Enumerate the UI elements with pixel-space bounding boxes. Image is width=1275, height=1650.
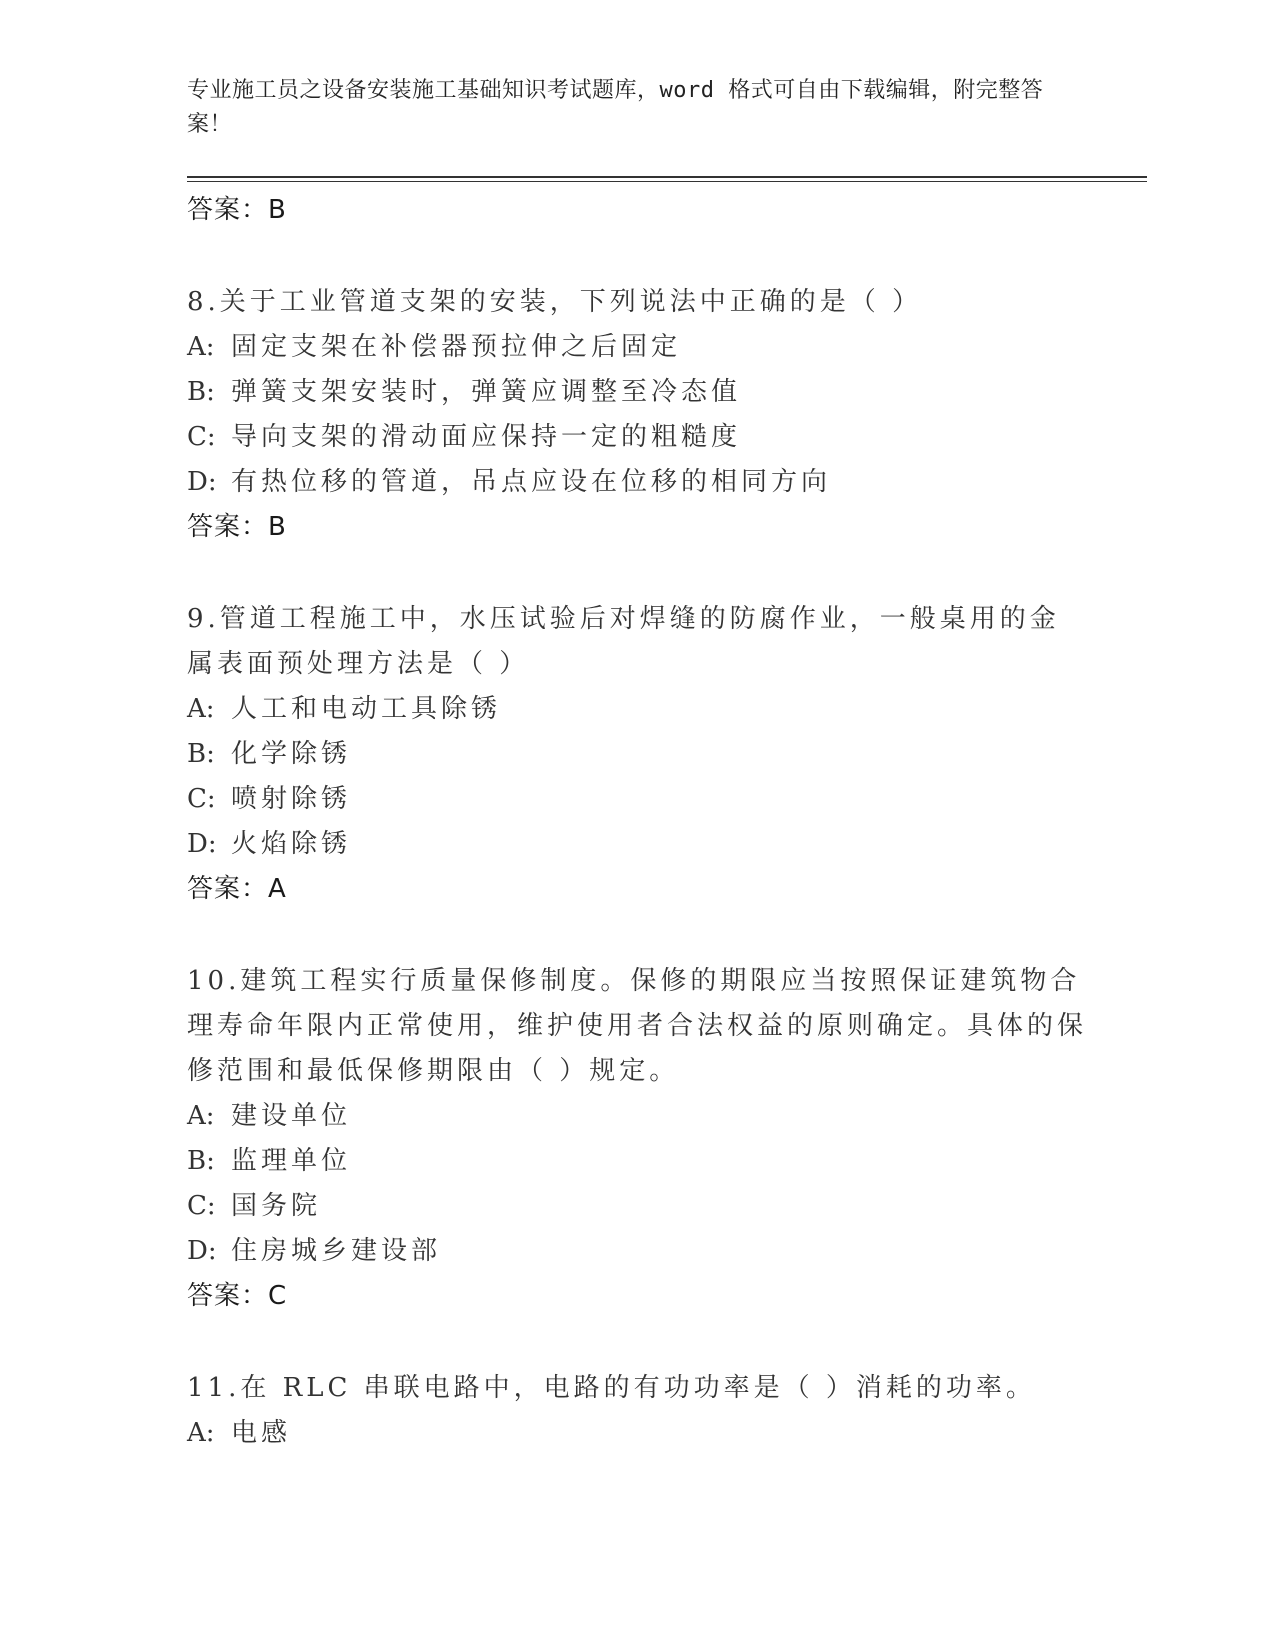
document-header: 专业施工员之设备安装施工基础知识考试题库，word 格式可自由下载编辑，附完整答案！ [187,78,1044,137]
question-block [187,1366,1087,1456]
question-stem: 9.管道工程施工中，水压试验后对焊缝的防腐作业，一般桌用的金属表面预处理方法是（ ） [187,604,1060,679]
option-b [187,370,1087,415]
option-a [187,325,1087,370]
option-letter: D: [187,829,217,859]
option-text: 建设单位 [231,1101,352,1131]
answer-line: 答案：B [187,512,287,542]
option-letter: C: [187,1191,216,1221]
option-text: 导向支架的滑动面应保持一定的粗糙度 [231,422,742,452]
option-text: 国务院 [231,1191,322,1221]
option-c [187,777,1087,822]
option-letter: B: [187,377,215,407]
header-divider-thick [187,176,1147,178]
option-b [187,1139,1087,1184]
option-text: 监理单位 [231,1146,352,1176]
option-b [187,732,1087,777]
answer-line: 答案：C [187,1281,288,1311]
option-text: 喷射除锈 [231,784,352,814]
option-text: 固定支架在补偿器预拉伸之后固定 [231,332,682,362]
option-a [187,687,1087,732]
option-letter: A: [187,1101,215,1131]
option-letter: B: [187,1146,215,1176]
option-letter: A: [187,332,215,362]
option-text: 人工和电动工具除锈 [231,694,502,724]
option-letter: C: [187,784,216,814]
option-letter: A: [187,694,215,724]
option-text: 火焰除锈 [231,829,352,859]
option-a [187,1411,1087,1456]
option-letter: D: [187,467,217,497]
answer-line: 答案：B [187,195,287,225]
question-block [187,280,1087,550]
option-text: 有热位移的管道，吊点应设在位移的相同方向 [231,467,832,497]
option-d [187,822,1087,867]
option-letter: D: [187,1236,217,1266]
option-letter: A: [187,1418,215,1448]
header-divider-thin [187,181,1147,182]
question-stem: 8.关于工业管道支架的安装，下列说法中正确的是（ ） [187,287,923,317]
option-c [187,1184,1087,1229]
question-stem: 10.建筑工程实行质量保修制度。保修的期限应当按照保证建筑物合理寿命年限内正常使用，维护使用者合法权益的原则确定。具体的保修范围和最低保修期限由（ ）规定。 [187,966,1088,1086]
option-c [187,415,1087,460]
question-block [187,959,1087,1319]
option-letter: B: [187,739,215,769]
option-letter: C: [187,422,216,452]
option-text: 住房城乡建设部 [231,1236,442,1266]
question-list [187,188,1087,1456]
option-text: 化学除锈 [231,739,352,769]
option-d [187,1229,1087,1274]
option-text: 弹簧支架安装时，弹簧应调整至冷态值 [231,377,742,407]
option-text: 电感 [231,1418,292,1448]
answer-line: 答案：A [187,874,287,904]
question-stem: 11.在 RLC 串联电路中，电路的有功功率是（ ）消耗的功率。 [187,1373,1036,1403]
option-d [187,460,1087,505]
question-block [187,597,1087,912]
option-a [187,1094,1087,1139]
